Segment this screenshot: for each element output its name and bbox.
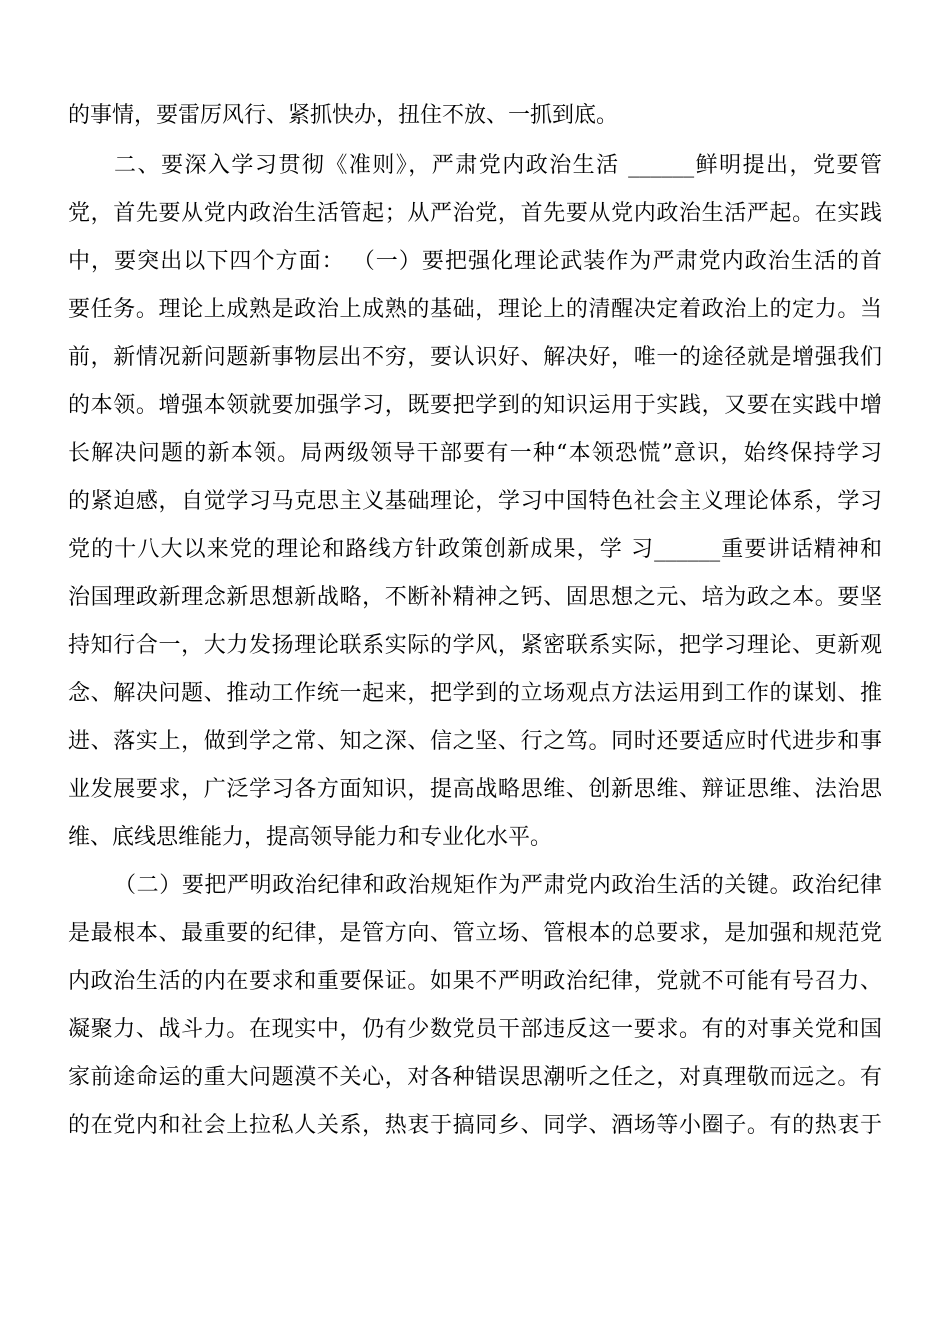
text-line: 的在党内和社会上拉私人关系，热衷于搞同乡、同学、酒场等小圈子。有的热衷于 xyxy=(68,1113,882,1138)
text-line: 念、解决问题、推动工作统一起来，把学到的立场观点方法运用到工作的谋划、推 xyxy=(68,681,882,706)
text-line: 治国理政新理念新思想新战略，不断补精神之钙、固思想之元、培为政之本。要坚 xyxy=(68,585,882,610)
text-line: 前，新情况新问题新事物层出不穷，要认识好、解决好，唯一的途径就是增强我们 xyxy=(68,345,882,370)
text-line: （二）要把严明政治纪律和政治规矩作为严肃党内政治生活的关键。政治纪律 xyxy=(114,873,882,898)
text-line: 维、底线思维能力，提高领导能力和专业化水平。 xyxy=(68,825,553,850)
text-line: 家前途命运的重大问题漠不关心，对各种错误思潮听之任之，对真理敬而远之。有 xyxy=(68,1065,882,1090)
text-line: 党的十八大以来党的理论和路线方针政策创新成果，学 习______重要讲话精神和 xyxy=(68,537,882,562)
text-line: 党，首先要从党内政治生活管起；从严治党，首先要从党内政治生活严起。在实践 xyxy=(68,201,882,226)
text-line: 凝聚力、战斗力。在现实中，仍有少数党员干部违反这一要求。有的对事关党和国 xyxy=(68,1017,882,1042)
text-line: 二、要深入学习贯彻《准则》，严肃党内政治生活 ______鲜明提出，党要管 xyxy=(114,153,882,178)
text-line: 是最根本、最重要的纪律，是管方向、管立场、管根本的总要求，是加强和规范党 xyxy=(68,921,882,946)
text-line: 的事情，要雷厉风行、紧抓快办，扭住不放、一抓到底。 xyxy=(68,103,619,128)
text-line: 进、落实上，做到学之常、知之深、信之坚、行之笃。同时还要适应时代进步和事 xyxy=(68,729,882,754)
text-line: 的紧迫感，自觉学习马克思主义基础理论，学习中国特色社会主义理论体系，学习 xyxy=(68,489,882,514)
text-line: 要任务。理论上成熟是政治上成熟的基础，理论上的清醒决定着政治上的定力。当 xyxy=(68,297,882,322)
text-line: 的本领。增强本领就要加强学习，既要把学到的知识运用于实践，又要在实践中增 xyxy=(68,393,882,418)
text-line: 内政治生活的内在要求和重要保证。如果不严明政治纪律，党就不可能有号召力、 xyxy=(68,969,882,994)
text-line: 长解决问题的新本领。局两级领导干部要有一种“本领恐慌”意识，始终保持学习 xyxy=(68,441,882,466)
text-line: 业发展要求，广泛学习各方面知识，提高战略思维、创新思维、辩证思维、法治思 xyxy=(68,777,882,802)
text-line: 中，要突出以下四个方面： （一）要把强化理论武装作为严肃党内政治生活的首 xyxy=(68,249,882,274)
text-line: 持知行合一，大力发扬理论联系实际的学风，紧密联系实际，把学习理论、更新观 xyxy=(68,633,882,658)
